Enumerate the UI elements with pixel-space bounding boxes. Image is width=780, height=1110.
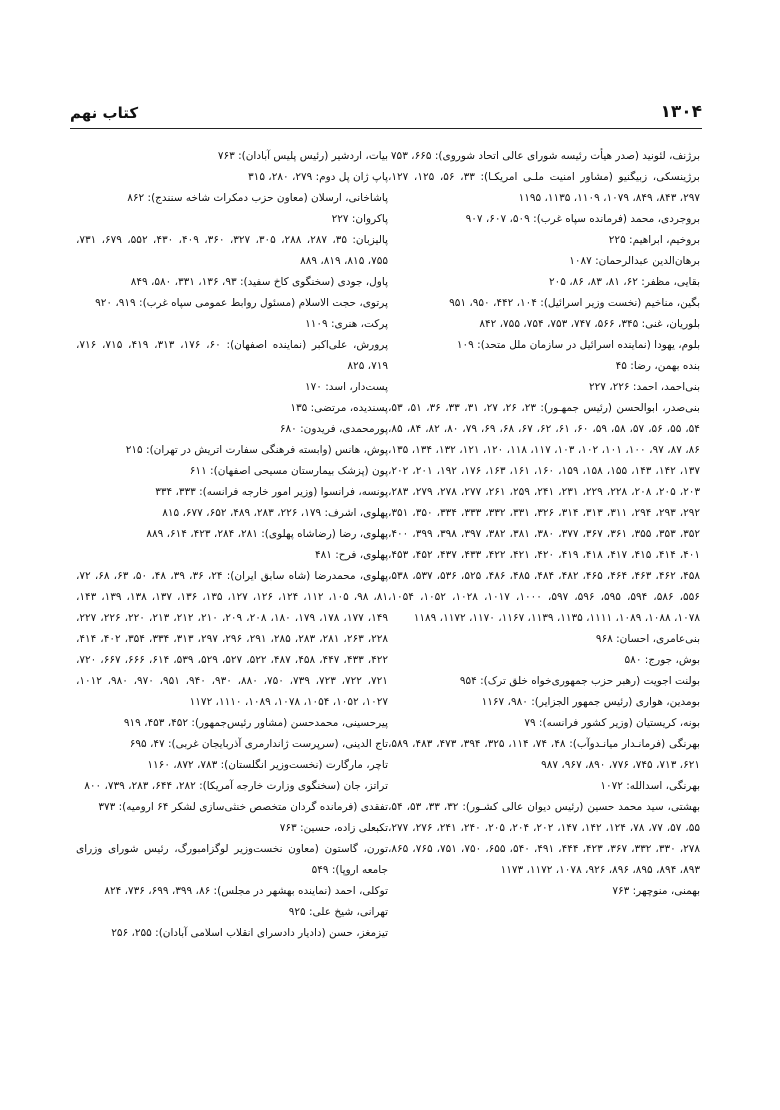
index-entry: پون (پزشک بیمارستان مسیحی اصفهان): ۶۱۱ [189,465,388,477]
index-entry: بیات، اردشیر (رئیس پلیس آبادان): ۷۶۳ [217,150,388,162]
index-entry: پست‌دار، اسد: ۱۷۰ [304,381,388,393]
index-entry: پاپ ژان پل دوم: ۲۷۹، ۲۸۰، ۳۱۵ [248,171,388,183]
index-entry: تیزمغز، حسن (دادیار دادسرای انقلاب اسلامی آبادان): ۲۵۵، ۲۵۶ [111,927,388,939]
index-entry: پاکروان: ۲۲۷ [331,213,388,225]
index-entry: بولنت اجویت (رهبر حزب جمهوری‌خواه خلق ترک): ۹۵۴ [459,675,700,687]
index-entry: پورمحمدی، فریدون: ۶۸۰ [279,423,388,435]
index-entry: بهمنی، منوچهر: ۷۶۳ [612,885,700,897]
page-header [70,92,702,129]
index-entry: تراتز، جان (سخنگوی وزارت خارجه آمریکا): ۲۸۲، ۶۴۴، ۲۸۳، ۷۳۹، ۸۰۰ [84,780,388,792]
index-entry: برهان‌الدین عبدالرحمان: ۱۰۸۷ [569,255,700,267]
index-entry: پرورش، علی‌اکبر (نماینده اصفهان): ۶۰، ۱۷۶، ۳۱۳، ۴۱۹، ۷۱۵، ۷۱۶، ۷۱۹، ۸۲۵ [76,339,389,372]
index-entry: پهلوی، فرح: ۴۸۱ [315,549,388,561]
index-entry: بلوم، یهودا (نماینده اسرائیل در سازمان ملل متحد): ۱۰۹ [456,339,700,351]
index-entry: بروجردی، محمد (فرمانده سپاه غرب): ۵۰۹، ۶۰۷، ۹۰۷ [465,213,700,225]
index-entry: بنی‌عامری، احسان: ۹۶۸ [595,633,700,645]
index-entry: پهلوی، محمدرضا (شاه سابق ایران): ۲۴، ۳۶، ۳۹، ۴۸، ۵۰، ۶۳، ۶۸، ۷۲، ۸۱، ۹۸، ۱۰۵، ۱۱۲، ۱۲۴، ۱۲۶، ۱۲۷، ۱۳۵، ۱۳۶، ۱۳۷، ۱۳۸، ۱۳۹، ۱۴۳، ۱۴۹، ۱۷۷، ۱۷۸، ۱۷۹، ۱۸۰، ۲۰۸، ۲۰۹، ۲۱۰، ۲۱۲، ۲۱۳، ۲۲۰، ۲۲۶، ۲۲۷، ۲۲۸، ۲۶۳، ۲۸۱، ۲۸۳، ۲۸۵، ۲۹۱، ۲۹۶، ۲۹۷، ۳۱۳، ۳۳۴، ۳۵۴، ۴۰۲، ۴۱۴، ۴۲۲، ۴۳۳، ۴۴۷، ۴۵۸، ۴۸۷، ۵۲۲، ۵۲۷، ۵۲۹، ۵۳۹، ۶۱۴، ۶۶۶، ۶۶۷، ۷۲۰، ۷۲۱، ۷۲۲، ۷۲۳، ۷۳۹، ۷۵۰، ۸۸۰، ۹۳۰، ۹۴۰، ۹۵۱، ۹۷۰، ۹۸۰، ۱۰۱۲، ۱۰۲۷، ۱۰۵۲، ۱۰۵۴، ۱۰۷۸، ۱۰۸۹، ۱۱۱۰، ۱۱۷۲ [76,570,389,708]
index-entry: تورن، گاستون (معاون نخست‌وزیر لوگزامبورگ، رئیس شورای وزرای جامعه اروپا): ۵۴۹ [76,843,388,876]
index-entry: پهلوی، رضا (رضاشاه پهلوی): ۲۸۱، ۲۸۴، ۴۲۳، ۶۱۴، ۸۸۹ [146,528,388,540]
index-entry: پرتوی، حجت الاسلام (مسئول روابط عمومی سپاه غرب): ۹۱۹، ۹۲۰ [95,297,388,309]
index-entry: بنی‌احمد، احمد: ۲۲۶، ۲۲۷ [588,381,700,393]
index-entry: پوش، هانس (وابسته فرهنگی سفارت اتریش در تهران): ۲۱۵ [125,444,388,456]
index-entry: توکلی، احمد (نماینده بهشهر در مجلس): ۸۶، ۳۹۹، ۶۹۹، ۷۳۶، ۸۲۴ [104,885,388,897]
index-entry: بروخیم، ابراهیم: ۲۲۵ [608,234,700,246]
index-entry: پاول، جودی (سخنگوی کاخ سفید): ۹۳، ۱۳۶، ۳۳۱، ۵۸۰، ۸۴۹ [130,276,388,288]
index-column-left [76,146,388,944]
index-entry: بهرنگی (فرمانـدار میانـدوآب): ۴۸، ۷۴، ۱۱۴، ۳۲۵، ۳۹۴، ۴۷۳، ۴۸۳، ۵۸۹، ۶۲۱، ۷۱۳، ۷۴۵، ۷۷۶، ۸۹۰، ۹۶۷، ۹۸۷ [388,738,700,771]
index-entry: پاشاخانی، ارسلان (معاون حزب دمکرات شاخه سنندج): ۸۶۲ [127,192,388,204]
index-entry: تفقدی (فرمانده گردان متخصص خنثی‌سازی لشکر ۶۴ ارومیه): ۳۷۳ [98,801,388,813]
index-entry: تهرانی، شیخ علی: ۹۲۵ [288,906,388,918]
index-entry: پالیزبان: ۳۵، ۲۸۷، ۲۸۸، ۳۰۵، ۳۲۷، ۳۶۰، ۴۰۹، ۴۳۰، ۵۵۲، ۶۷۹، ۷۳۱، ۷۵۵، ۸۱۵، ۸۱۹، ۸۸۹ [76,234,389,267]
index-column-right [388,146,700,944]
index-entry: بهرنگی، اسدالله: ۱۰۷۲ [600,780,700,792]
index-entry: بومدین، هواری (رئیس جمهور الجزایر): ۹۸۰، ۱۱۶۷ [481,696,700,708]
index-entry: پرکت، هنری: ۱۱۰۹ [305,318,388,330]
index-entry: برژنف، لئونید (صدر هیأت رئیسه شورای عالی اتحاد شوروی): ۶۶۵، ۷۵۳ [390,150,700,162]
index-entry: پونسه، فرانسوا (وزیر امور خارجه فرانسه): ۳۳۳، ۳۳۴ [155,486,388,498]
index-entry: بقایی، مظفر: ۶۲، ۸۱، ۸۳، ۸۶، ۲۰۵ [548,276,700,288]
index-entry: بونه، کریستیان (وزیر کشور فرانسه): ۷۹ [524,717,700,729]
index-entry: پیرحسینی، محمدحسن (مشاور رئیس‌جمهور): ۴۵۲، ۴۵۳، ۹۱۹ [123,717,388,729]
index-entry: پسندیده، مرتضی: ۱۳۵ [290,402,388,414]
index-entry: تکبعلی زاده، حسین: ۷۶۳ [279,822,388,834]
index-entry: بگین، مناخیم (نخست وزیر اسرائیل): ۱۰۴، ۴۴۲، ۹۵۰، ۹۵۱ [449,297,700,309]
index-entry: بهشتی، سید محمد حسین (رئیس دیوان عالی کشـور): ۳۲، ۳۳، ۵۳، ۵۴، ۵۵، ۵۷، ۷۷، ۷۸، ۱۲۴، ۱۴۲، ۱۴۷، ۲۰۲، ۲۰۴، ۲۰۵، ۲۴۰، ۲۴۱، ۲۷۶، ۲۷۷، ۲۷۸، ۳۳۰، ۳۳۲، ۳۶۷، ۴۲۳، ۴۴۴، ۴۹۱، ۵۴۰، ۶۵۵، ۷۵۰، ۷۵۱، ۷۶۵، ۸۶۵، ۸۹۳، ۸۹۴، ۸۹۵، ۸۹۶، ۹۲۶، ۱۰۷۸، ۱۱۷۲، ۱۱۷۳ [388,801,701,876]
index-entry: بلوریان، غنی: ۳۴۵، ۵۶۶، ۷۴۷، ۷۵۳، ۷۵۴، ۷۵۵، ۸۴۲ [479,318,700,330]
index-entry: تاج الدینی، (سرپرست ژاندارمری آذربایجان غربی): ۴۷، ۶۹۵ [129,738,388,750]
index-entry: بنی‌صدر، ابوالحسن (رئیس جمهـور): ۲۳، ۲۶، ۲۷، ۳۱، ۳۳، ۳۶، ۵۱، ۵۳، ۵۴، ۵۵، ۵۶، ۵۷، ۵۸، ۵۹، ۶۰، ۶۱، ۶۲، ۶۷، ۶۸، ۶۹، ۷۹، ۸۰، ۸۲، ۸۴، ۸۵، ۸۶، ۸۷، ۹۷، ۱۰۰، ۱۰۱، ۱۰۲، ۱۰۳، ۱۱۷، ۱۱۸، ۱۲۰، ۱۲۱، ۱۳۲، ۱۳۴، ۱۳۵، ۱۳۷، ۱۴۲، ۱۴۳، ۱۵۵، ۱۵۸، ۱۵۹، ۱۶۰، ۱۶۱، ۱۶۳، ۱۷۶، ۱۹۲، ۲۰۱، ۲۰۲، ۲۰۳، ۲۰۵، ۲۰۸، ۲۲۸، ۲۲۹، ۲۳۱، ۲۴۱، ۲۵۹، ۲۶۱، ۲۷۷، ۲۷۸، ۲۷۹، ۲۸۳، ۲۹۲، ۲۹۳، ۲۹۴، ۳۱۱، ۳۱۳، ۳۱۴، ۳۲۶، ۳۳۱، ۳۳۲، ۳۳۳، ۳۳۴، ۳۵۰، ۳۵۱، ۳۵۲، ۳۵۳، ۳۵۵، ۳۶۱، ۳۶۷، ۳۷۷، ۳۸۰، ۳۸۱، ۳۸۲، ۳۹۷، ۳۹۸، ۳۹۹، ۴۰۰، ۴۰۱، ۴۱۴، ۴۱۵، ۴۱۷، ۴۱۸، ۴۱۹، ۴۲۰، ۴۲۱، ۴۲۲، ۴۳۳، ۴۳۷، ۴۵۲، ۴۵۳، ۴۵۸، ۴۶۲، ۴۶۳، ۴۶۴، ۴۶۵، ۴۸۲، ۴۸۴، ۴۸۵، ۴۸۶، ۵۲۵، ۵۳۶، ۵۳۷، ۵۳۸، ۵۵۶، ۵۸۶، ۵۹۴، ۵۹۵، ۵۹۶، ۵۹۷، ۱۰۰۰، ۱۰۱۷، ۱۰۲۸، ۱۰۵۲، ۱۰۵۴، ۱۰۷۸، ۱۰۸۸، ۱۰۸۹، ۱۱۱۱، ۱۱۳۵، ۱۱۳۹، ۱۱۶۷، ۱۱۷۰، ۱۱۷۲، ۱۱۸۹ [388,402,701,624]
index-entry: بوش، جورج: ۵۸۰ [624,654,700,666]
index-entry: پهلوی، اشرف: ۱۷۹، ۲۲۶، ۲۸۳، ۴۸۹، ۶۵۲، ۶۷۷، ۸۱۵ [162,507,388,519]
index-columns [76,146,700,944]
index-entry: برژینسکی، زبیگنیو (مشاور امنیت ملـی امریکـا): ۳۳، ۵۶، ۱۲۵، ۱۲۷، ۲۹۷، ۸۴۳، ۸۴۹، ۱۰۷۹، ۱۱۰۹، ۱۱۳۵، ۱۱۹۵ [388,171,700,204]
index-entry: بنده بهمن، رضا: ۴۵ [615,360,700,372]
book-title: کتاب نهم [70,104,139,122]
page-number: ۱۳۰۴ [660,102,702,122]
index-entry: تاچر، مارگارت (نخست‌وزیر انگلستان): ۷۸۳، ۸۷۲، ۱۱۶۰ [147,759,388,771]
